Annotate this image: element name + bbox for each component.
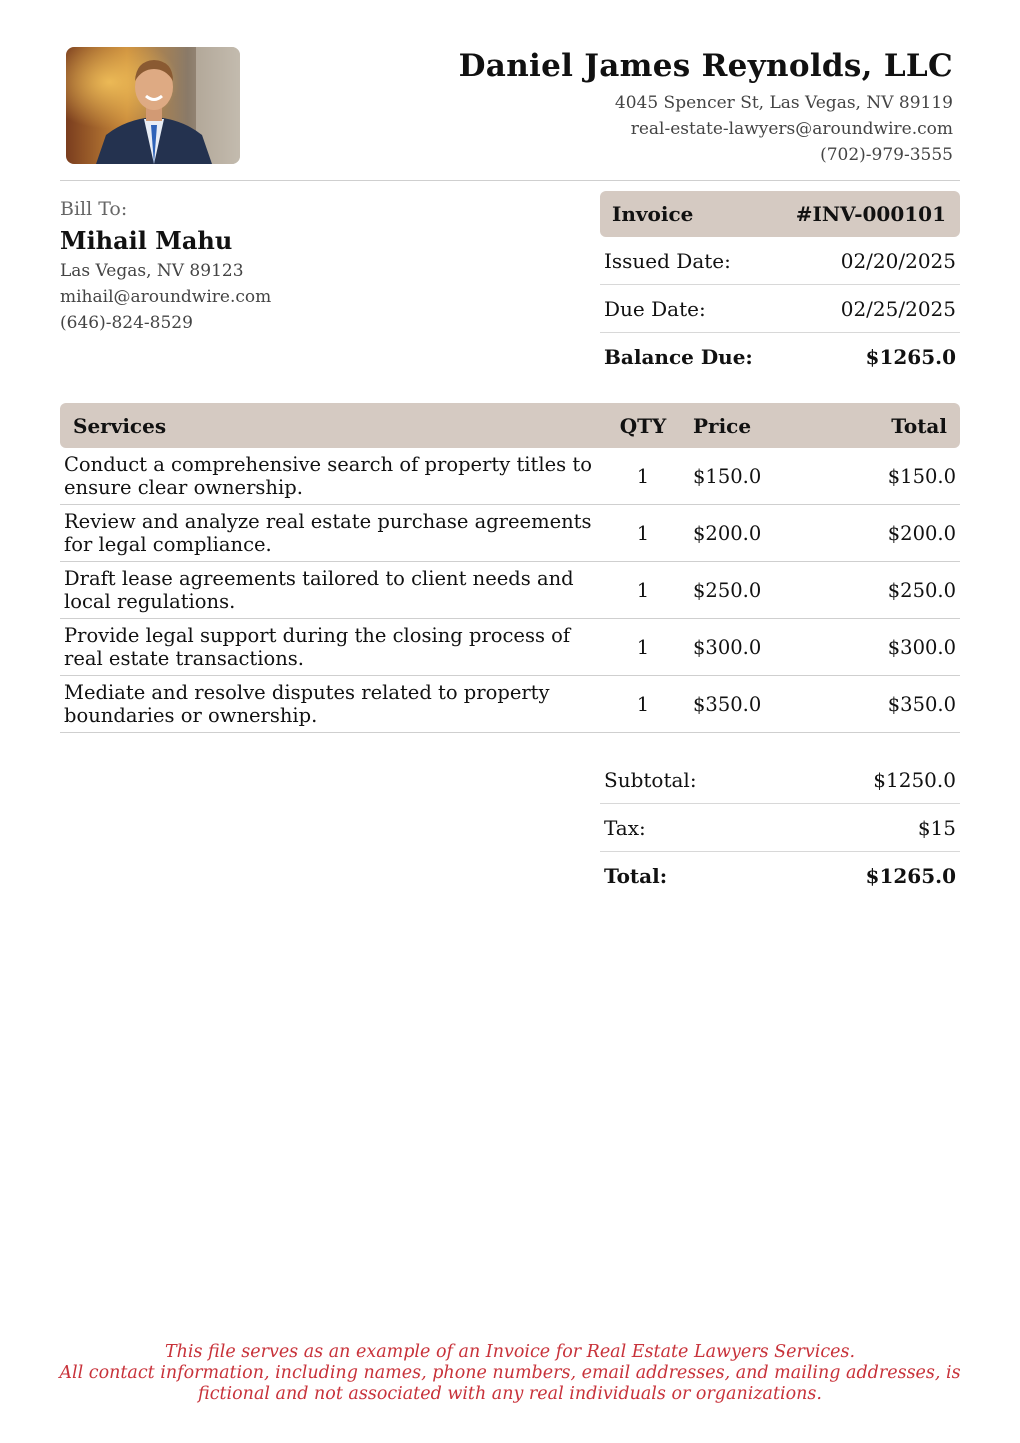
invoice-label: Invoice [612, 202, 694, 226]
header-qty: QTY [619, 413, 667, 438]
service-qty: 1 [636, 578, 650, 602]
service-price: $300.0 [693, 635, 762, 659]
subtotal-label: Subtotal: [604, 767, 697, 792]
service-total: $150.0 [887, 464, 956, 488]
invoice-number: #INV-000101 [795, 202, 946, 226]
disclaimer-note [20, 1342, 1000, 1405]
service-total: $250.0 [887, 578, 956, 602]
service-description: Review and analyze real estate purchase agreements for legal compliance. [64, 510, 592, 556]
services-table [60, 403, 960, 733]
balance-due-value: $1265.0 [865, 344, 956, 369]
header-divider [60, 180, 960, 181]
service-description: Mediate and resolve disputes related to property boundaries or ownership. [64, 681, 550, 727]
client-address: Las Vegas, NV 89123 [60, 261, 244, 281]
company-phone: (702)-979-3555 [820, 145, 953, 165]
disclaimer-line-3: fictional and not associated with any real individuals or organizations. [198, 1384, 822, 1404]
service-qty: 1 [636, 692, 650, 716]
services-header-row [60, 403, 960, 448]
bill-to-section [60, 196, 480, 336]
disclaimer-line-2: All contact information, including names, phone numbers, email addresses, and mailing addresses, is [59, 1363, 961, 1383]
company-photo [66, 47, 240, 164]
issued-date-row [600, 237, 960, 285]
tax-row [600, 804, 960, 852]
service-qty: 1 [636, 635, 650, 659]
portrait-image [66, 47, 240, 164]
table-row [60, 619, 960, 676]
service-total: $300.0 [887, 635, 956, 659]
due-date-row [600, 285, 960, 333]
service-price: $150.0 [693, 464, 762, 488]
invoice-header [600, 191, 960, 237]
tax-label: Tax: [604, 815, 646, 840]
service-total: $350.0 [887, 692, 956, 716]
service-qty: 1 [636, 521, 650, 545]
balance-due-label: Balance Due: [604, 344, 753, 369]
header-total: Total [891, 413, 947, 438]
total-value: $1265.0 [865, 863, 956, 888]
header-price: Price [693, 413, 752, 438]
total-label: Total: [604, 863, 668, 888]
table-row [60, 562, 960, 619]
bill-to-label: Bill To: [60, 198, 128, 220]
issued-date-value: 02/20/2025 [840, 248, 956, 273]
subtotal-row [600, 756, 960, 804]
service-qty: 1 [636, 464, 650, 488]
due-date-value: 02/25/2025 [840, 296, 956, 321]
service-price: $250.0 [693, 578, 762, 602]
table-row [60, 505, 960, 562]
company-address: 4045 Spencer St, Las Vegas, NV 89119 [614, 93, 953, 113]
balance-due-row [600, 333, 960, 380]
company-info [459, 46, 953, 168]
disclaimer-line-1: This file serves as an example of an Invoice for Real Estate Lawyers Services. [164, 1342, 856, 1362]
service-description: Provide legal support during the closing process of real estate transactions. [64, 624, 571, 670]
table-row [60, 676, 960, 733]
company-name: Daniel James Reynolds, LLC [458, 48, 953, 84]
tax-value: $15 [917, 815, 956, 840]
service-description: Conduct a comprehensive search of property titles to ensure clear ownership. [64, 453, 592, 499]
issued-date-label: Issued Date: [604, 248, 731, 273]
invoice-meta [600, 191, 960, 380]
header-services: Services [73, 413, 167, 438]
service-description: Draft lease agreements tailored to client needs and local regulations. [64, 567, 574, 613]
totals-section [600, 756, 960, 899]
company-email: real-estate-lawyers@aroundwire.com [630, 119, 953, 139]
client-email: mihail@aroundwire.com [60, 287, 272, 307]
client-name: Mihail Mahu [60, 226, 233, 255]
total-row [600, 852, 960, 899]
table-row [60, 448, 960, 505]
service-price: $350.0 [693, 692, 762, 716]
client-phone: (646)-824-8529 [60, 313, 193, 333]
service-price: $200.0 [693, 521, 762, 545]
due-date-label: Due Date: [604, 296, 706, 321]
subtotal-value: $1250.0 [873, 767, 956, 792]
service-total: $200.0 [887, 521, 956, 545]
